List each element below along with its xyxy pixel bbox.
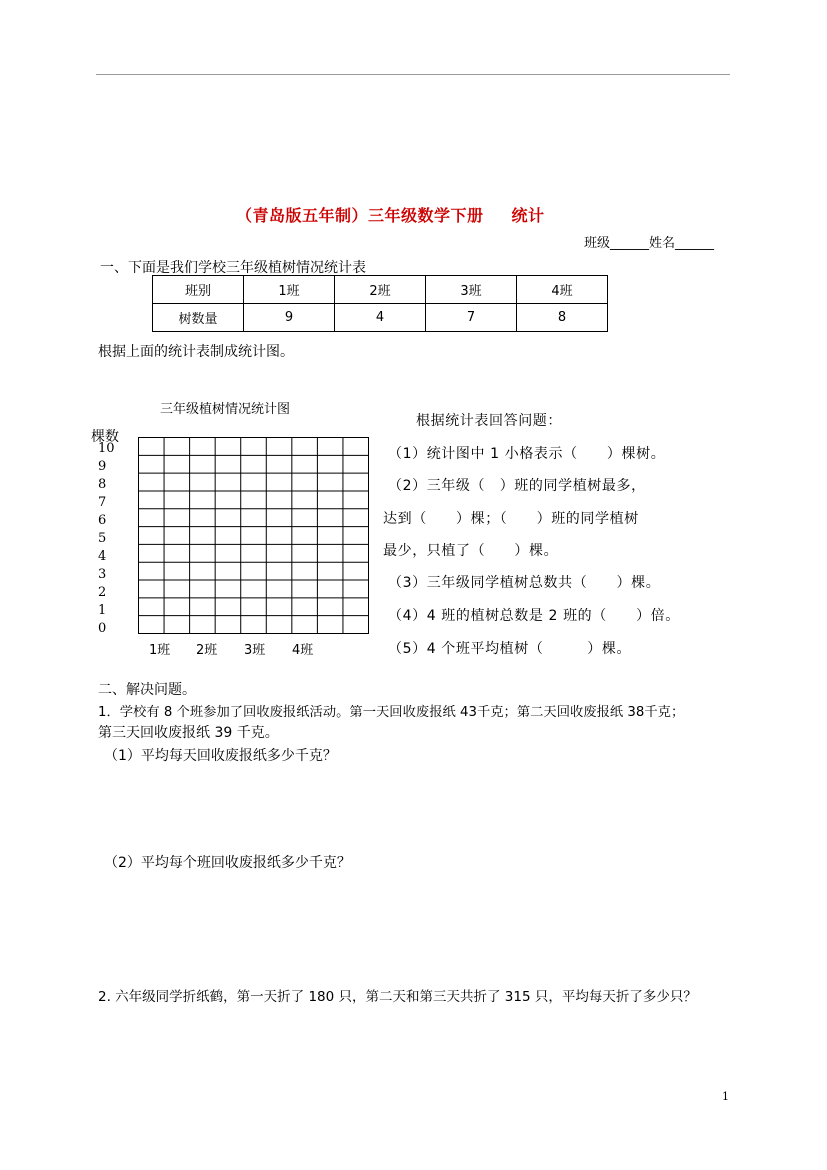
title-topic: 统计 xyxy=(511,206,545,225)
table-count-cell: 4 xyxy=(335,304,426,332)
problem1-line1: 1．学校有 8 个班参加了回收废报纸活动。第一天回收废报纸 43千克；第二天回收废报纸 38千克； xyxy=(98,705,685,720)
chart-y-tick: 4 xyxy=(98,549,107,564)
question-3: （3）三年级同学植树总数共（ ）棵。 xyxy=(388,575,661,591)
class-name-line: 班级______姓名______ xyxy=(584,236,715,251)
question-4: （4）4 班的植树总数是 2 班的（ ）倍。 xyxy=(388,608,680,624)
chart-y-tick: 5 xyxy=(98,531,107,546)
chart-x-tick: 3班 xyxy=(244,643,266,658)
questions-heading: 根据统计表回答问题： xyxy=(416,413,562,429)
table-count-cell: 9 xyxy=(244,304,335,332)
page-title xyxy=(236,203,545,226)
header-rule xyxy=(96,74,730,75)
chart-y-axis-label: 棵数 xyxy=(91,429,119,445)
chart-y-tick: 6 xyxy=(98,513,107,528)
question-2a: （2）三年级（ ）班的同学植树最多， xyxy=(388,478,646,494)
table-row1-header: 班别 xyxy=(153,276,244,304)
chart-y-tick: 8 xyxy=(98,477,107,492)
table-class-cell: 2班 xyxy=(335,276,426,304)
question-2c: 最少，只植了（ ）棵。 xyxy=(383,543,559,559)
chart-title: 三年级植树情况统计图 xyxy=(160,402,291,417)
title-main: （青岛版五年制）三年级数学下册 xyxy=(236,206,484,225)
chart-y-tick: 0 xyxy=(98,621,107,636)
problem2: 2. 六年级同学折纸鹤，第一天折了 180 只，第二天和第三天共折了 315 只，平均每天折了多少只？ xyxy=(98,989,697,1005)
table-row xyxy=(153,276,608,304)
table-row2-header: 树数量 xyxy=(153,304,244,332)
table-count-cell: 8 xyxy=(517,304,608,332)
table-class-cell: 4班 xyxy=(517,276,608,304)
problem1-question2: （2）平均每个班回收废报纸多少千克？ xyxy=(104,855,351,871)
chart-grid-svg xyxy=(138,437,369,634)
question-5: （5）4 个班平均植树（ ）棵。 xyxy=(388,641,632,657)
chart-y-tick: 2 xyxy=(98,585,107,600)
table-class-cell: 3班 xyxy=(426,276,517,304)
chart-x-tick: 2班 xyxy=(196,643,218,658)
problem1-question1: （1）平均每天回收废报纸多少千克？ xyxy=(104,748,337,764)
chart-y-tick: 10 xyxy=(98,441,115,456)
chart-x-tick: 1班 xyxy=(149,643,171,658)
table-row xyxy=(153,304,608,332)
section2-heading: 二、解决问题。 xyxy=(98,682,196,698)
chart-y-tick: 1 xyxy=(98,603,107,618)
section1-instruction: 根据上面的统计表制成统计图。 xyxy=(98,344,294,360)
table-class-cell: 1班 xyxy=(244,276,335,304)
chart-x-tick: 4班 xyxy=(292,643,314,658)
chart-y-tick: 3 xyxy=(98,567,107,582)
chart-y-tick: 7 xyxy=(98,495,107,510)
section1-heading: 一、下面是我们学校三年级植树情况统计表 xyxy=(100,260,366,276)
question-2b: 达到（ ）棵；（ ）班的同学植树 xyxy=(383,511,639,527)
stats-table xyxy=(152,275,608,332)
question-1: （1）统计图中 1 小格表示（ ）棵树。 xyxy=(388,446,666,462)
chart-y-tick: 9 xyxy=(98,459,107,474)
page-number: 1 xyxy=(722,1090,729,1103)
chart-grid xyxy=(138,437,369,634)
table-count-cell: 7 xyxy=(426,304,517,332)
problem1-line2: 第三天回收废报纸 39 千克。 xyxy=(98,725,279,741)
